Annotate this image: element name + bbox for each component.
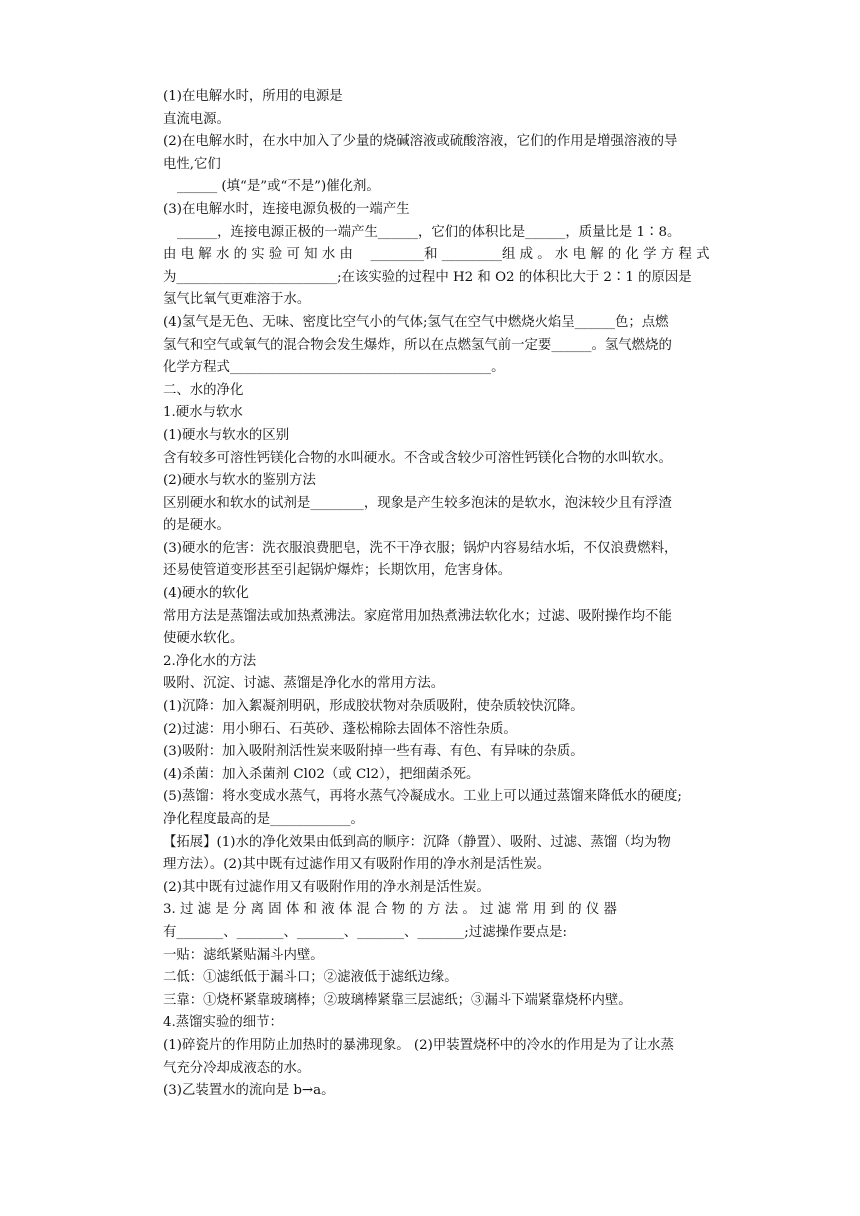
subsection-heading: 2.净化水的方法: [163, 653, 257, 669]
text-line: (3)吸附：加入吸附剂活性炭来吸附掉一些有毒、有色、有异味的杂质。: [163, 744, 584, 760]
text-line: 由 电 解 水 的 实 验 可 知 水 由 ________和 _________组 成 。 水 电 解 的 化 学 方 程 式: [163, 247, 710, 263]
text-line: 吸附、沉淀、讨滤、蒸馏是净化水的常用方法。: [163, 676, 445, 692]
text-line: 净化程度最高的是____________。: [163, 812, 364, 827]
text-line: 电性,它们: [163, 156, 221, 172]
text-line: 理方法）。(2)其中既有过滤作用又有吸附作用的净水剂是活性炭。: [163, 857, 551, 873]
text-line: (2)其中既有过滤作用又有吸附作用的净水剂是活性炭。: [163, 879, 490, 895]
text-line: 还易使管道变形甚至引起锅炉爆炸；长期饮用，危害身体。: [163, 563, 512, 579]
text-line: 气充分冷却成液态的水。: [163, 1060, 311, 1076]
text-line: ______ (填“是”或“不是”)催化剂。: [177, 179, 380, 195]
text-line: 氢气比氧气更难溶于水。: [163, 292, 311, 308]
text-line: 含有较多可溶性钙镁化合物的水叫硬水。不含或含较少可溶性钙镁化合物的水叫软水。: [163, 450, 672, 466]
text-line: (2)过滤：用小卵石、石英砂、蓬松棉除去固体不溶性杂质。: [163, 721, 517, 737]
text-line: 氢气和空气或氧气的混合物会发生爆炸，所以在点燃氢气前一定要______。氢气燃烧的: [163, 337, 672, 353]
text-line: (3)乙装置水的流向是 b→a。: [163, 1083, 335, 1099]
text-line: 常用方法是蒸馏法或加热煮沸法。家庭常用加热煮沸法软化水；过滤、吸附操作均不能: [163, 608, 672, 624]
text-line: 使硬水软化。: [163, 631, 244, 647]
text-line: (3)硬水的危害：洗衣服浪费肥皂，洗不干净衣服；锅炉内容易结水垢，不仅浪费燃料，: [163, 540, 678, 556]
text-line: 的是硬水。: [163, 518, 230, 534]
text-line: 【拓展】(1)水的净化效果由低到高的顺序：沉降（静置）、吸附、过滤、蒸馏（均为物: [163, 834, 671, 850]
text-line: 有_______、_______、_______、_______、_______;过滤操作要点是:: [163, 924, 568, 940]
text-line: 直流电源。: [163, 111, 230, 127]
text-line: 三靠：①烧杯紧靠玻璃棒；②玻璃棒紧靠三层滤纸；③漏斗下端紧靠烧杯内壁。: [163, 992, 632, 1008]
text-line: (1)沉降：加入絮凝剂明矾，形成胶状物对杂质吸附，使杂质较快沉降。: [163, 699, 584, 715]
text-line: (2)硬水与软水的鉴别方法: [163, 473, 316, 489]
text-line: (4)氢气是无色、无味、密度比空气小的气体;氢气在空气中燃烧火焰呈______色；点燃: [163, 314, 669, 330]
text-line: 区别硬水和软水的试剂是________，现象是产生较多泡沫的是软水，泡沫较少且有浮渣: [163, 495, 672, 511]
text-line: (1)硬水与软水的区别: [163, 427, 290, 443]
text-line: 化学方程式_______________________________________。: [163, 360, 505, 376]
text-line: 二低：①滤纸低于漏斗口；②滤液低于滤纸边缘。: [163, 970, 458, 986]
text-line: 3. 过 滤 是 分 离 固 体 和 液 体 混 合 物 的 方 法 。 过 滤 常 用 到 的 仪 器: [163, 902, 617, 918]
text-line: (4)杀菌：加入杀菌剂 Cl02（或 Cl2），把细菌杀死。: [163, 766, 480, 782]
text-line: 为________________________;在该实验的过程中 H2 和 O2 的体积比大于 2∶1 的原因是: [163, 269, 692, 285]
subsection-heading: 4.蒸馏实验的细节：: [163, 1015, 283, 1031]
text-line: 一贴：滤纸紧贴漏斗内壁。: [163, 947, 324, 963]
text-line: (1)在电解水时，所用的电源是: [163, 89, 343, 104]
text-line: ______，连接电源正极的一端产生______，它们的体积比是______，质量比是 1∶8。: [177, 224, 681, 240]
text-line: (1)碎瓷片的作用防止加热时的暴沸现象。 (2)甲装置烧杯中的冷水的作用是为了让水蒸: [163, 1037, 674, 1053]
text-line: (2)在电解水时，在水中加入了少量的烧碱溶液或硫酸溶液，它们的作用是增强溶液的导: [163, 134, 678, 150]
text-line: (5)蒸馏：将水变成水蒸气，再将水蒸气冷凝成水。工业上可以通过蒸馏来降低水的硬度;: [163, 789, 682, 805]
section-heading: 二、水的净化: [163, 382, 244, 398]
subsection-heading: 1.硬水与软水: [163, 405, 243, 421]
text-line: (3)在电解水时，连接电源负极的一端产生: [163, 201, 410, 217]
document-body: [163, 86, 737, 1103]
text-line: (4)硬水的软化: [163, 586, 249, 602]
